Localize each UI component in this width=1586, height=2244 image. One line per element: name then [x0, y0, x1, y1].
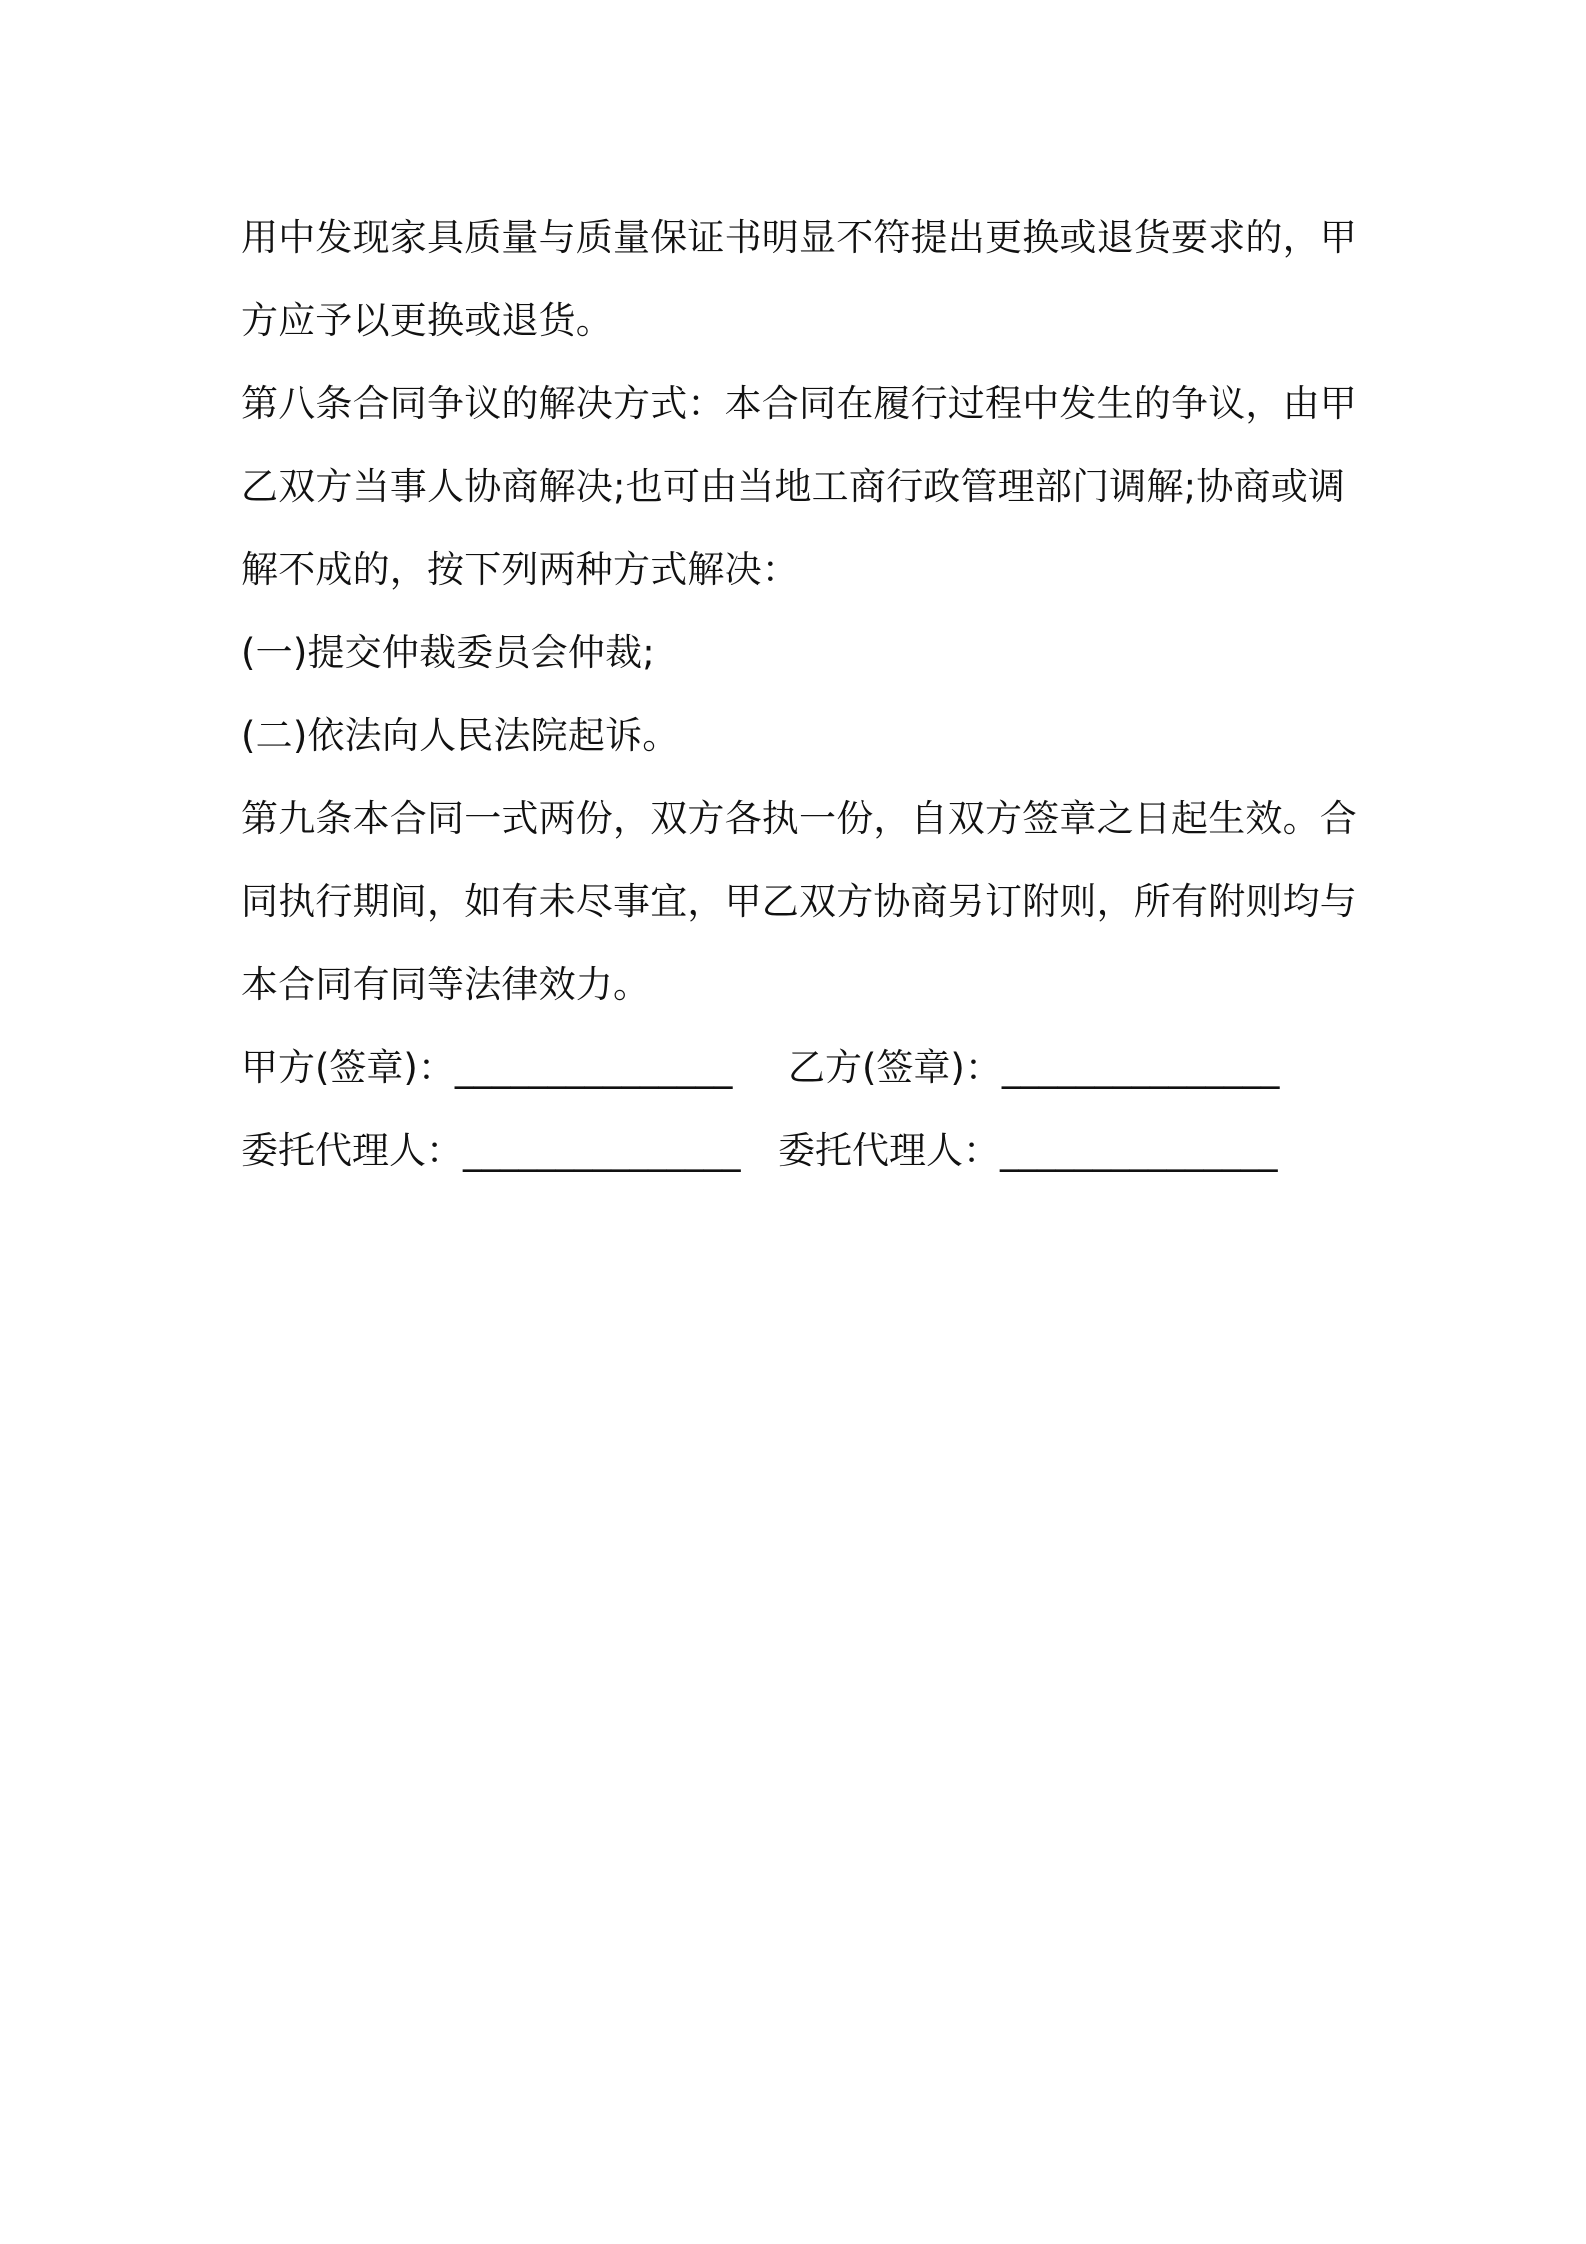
- option-1-line: (一)提交仲裁委员会仲裁;: [241, 631, 655, 674]
- signature-row-parties: [241, 1026, 1361, 1109]
- signature-row-agents: [241, 1109, 1361, 1192]
- body-line: 方应予以更换或退货。: [241, 299, 613, 342]
- document-body: [241, 196, 1361, 1192]
- party-a-signature: 甲方(签章)：_______________: [241, 1046, 733, 1089]
- agent-a-signature: 委托代理人：_______________: [241, 1129, 741, 1172]
- party-b-signature: 乙方(签章)：_______________: [788, 1046, 1280, 1089]
- body-line: 乙双方当事人协商解决;也可由当地工商行政管理部门调解;协商或调: [241, 465, 1346, 508]
- body-line: 用中发现家具质量与质量保证书明显不符提出更换或退货要求的，甲: [241, 216, 1357, 259]
- agent-b-signature: 委托代理人：_______________: [778, 1129, 1278, 1172]
- article-9-line: 第九条本合同一式两份，双方各执一份，自双方签章之日起生效。合: [241, 797, 1357, 840]
- body-line: 解不成的，按下列两种方式解决：: [241, 548, 799, 591]
- body-line: 本合同有同等法律效力。: [241, 963, 651, 1006]
- body-line: 同执行期间，如有未尽事宜，甲乙双方协商另订附则，所有附则均与: [241, 880, 1357, 923]
- article-8-line: 第八条合同争议的解决方式：本合同在履行过程中发生的争议，由甲: [241, 382, 1357, 425]
- option-2-line: (二)依法向人民法院起诉。: [241, 714, 680, 757]
